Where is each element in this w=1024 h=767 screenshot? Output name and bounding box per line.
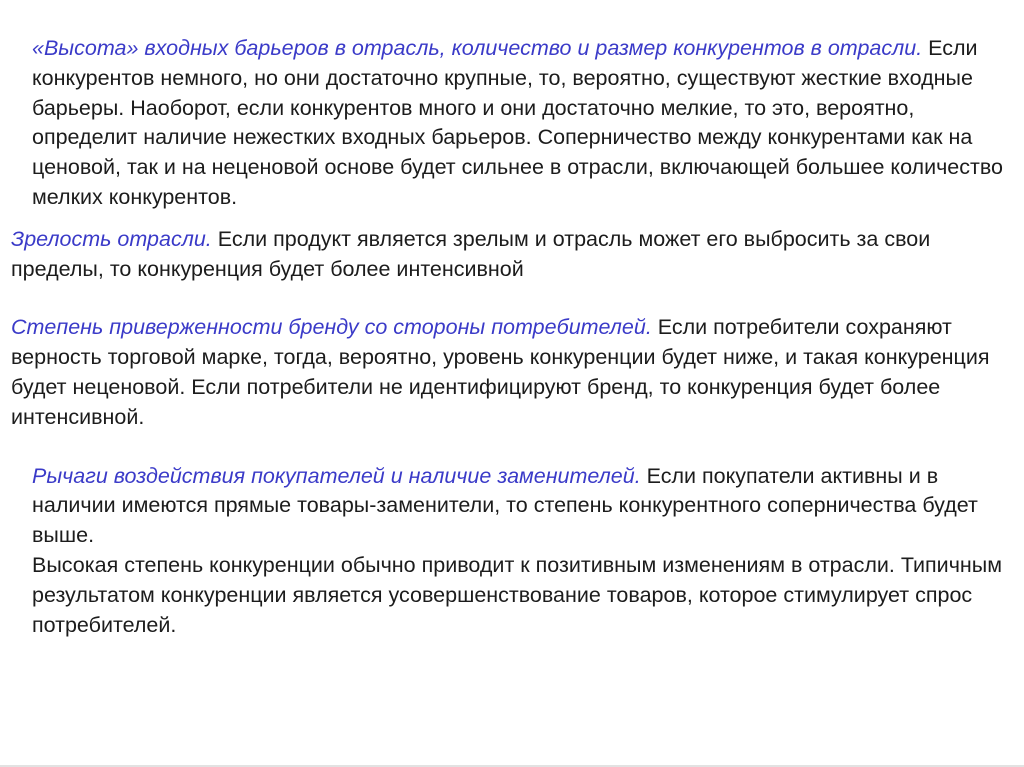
slide-body	[11, 34, 1017, 640]
paragraph-brand-loyalty	[11, 313, 1017, 432]
paragraph-conclusion	[11, 551, 1017, 640]
paragraph-industry-maturity	[11, 225, 1017, 285]
paragraph-text: Высокая степень конкуренции обычно приводит к позитивным изменениям в отрасли. Типичным результатом конкуренции является усовершенствование товаров, которое стимулирует спрос потребителей.	[32, 552, 1002, 637]
paragraph-lead: «Высота» входных барьеров в отрасль, количество и размер конкурентов в отрасли.	[32, 36, 923, 60]
paragraph-lead: Зрелость отрасли.	[11, 226, 212, 251]
paragraph-lead: Степень приверженности бренду со стороны потребителей.	[11, 315, 652, 340]
paragraph-text: Если покупатели активны и в наличии имеются прямые товары-заменители, то степень конкурентного соперничества будет выше.	[32, 463, 978, 548]
paragraph-text: Если конкурентов немного, но они достаточно крупные, то, вероятно, существуют жесткие входные барьеры. Наоборот, если конкурентов много и они достаточно мелкие, то это, вероятно, определит наличие нежестких входных барьеров. Соперничество между конкурентами как на ценовой, так и на неценовой основе будет сильнее в отрасли, включающей большее количество мелких конкурентов.	[32, 36, 1003, 209]
paragraph-entry-barriers	[11, 34, 1017, 213]
paragraph-buyer-leverage	[11, 462, 1017, 551]
paragraph-text: Если потребители сохраняют верность торговой марке, тогда, вероятно, уровень конкуренции будет ниже, и такая конкуренция будет неценовой. Если потребители не идентифицируют бренд, то конкуренция будет более интенсивной.	[11, 315, 990, 429]
paragraph-text: Если продукт является зрелым и отрасль может его выбросить за свои пределы, то конкуренция будет более интенсивной	[11, 226, 931, 281]
paragraph-lead: Рычаги воздействия покупателей и наличие заменителей.	[32, 463, 641, 488]
